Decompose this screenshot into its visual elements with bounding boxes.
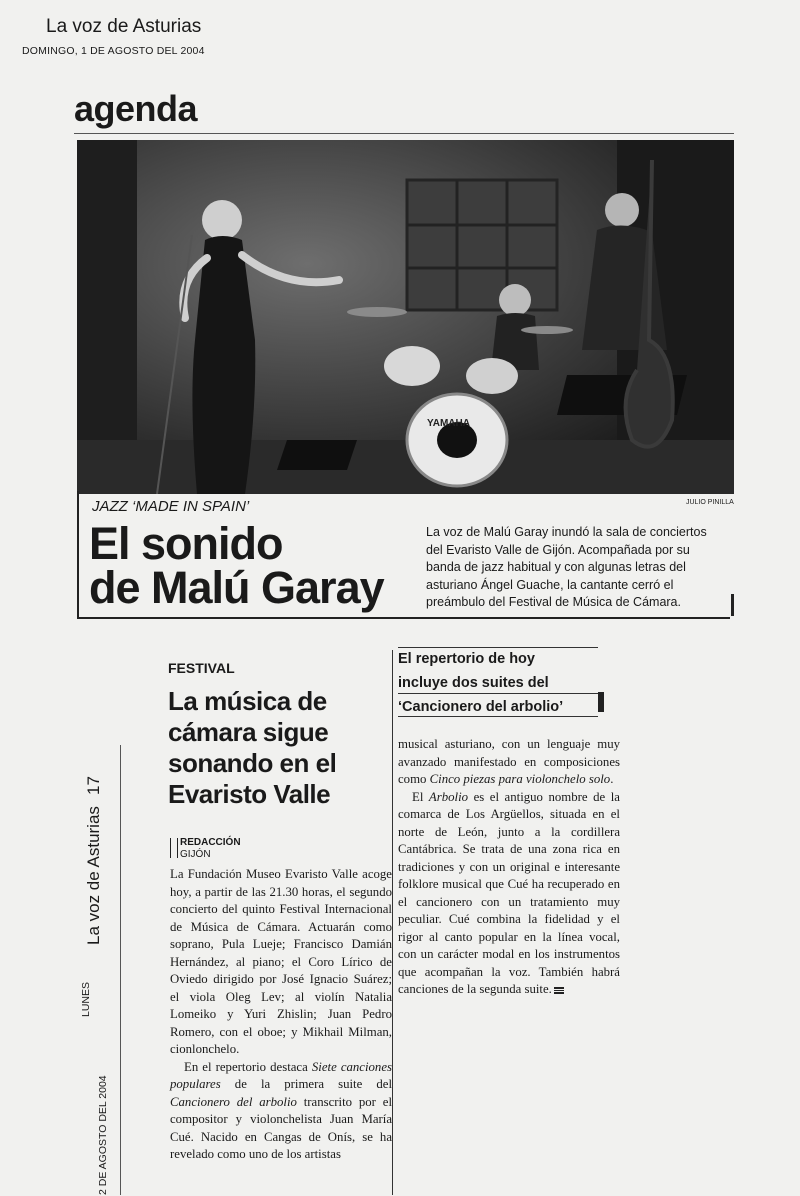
- feature-frame-left: [77, 491, 79, 617]
- masthead: La voz de Asturias: [46, 16, 202, 37]
- pull-quote-line: ‘Cancionero del arbolio’: [398, 699, 564, 715]
- side-day: LUNES: [80, 981, 92, 1017]
- headline-line-2: de Malú Garay: [89, 562, 384, 613]
- title-line: La música de: [168, 686, 327, 716]
- byline: [180, 837, 241, 861]
- pull-quote: [398, 647, 598, 719]
- title-line: cámara sigue: [168, 717, 329, 747]
- caption-line: preámbulo del Festival de Música de Cámara.: [426, 595, 681, 609]
- photo-credit: JULIO PINILLA: [686, 499, 734, 506]
- section-title: agenda: [74, 88, 198, 129]
- feature-frame-bottom: [77, 617, 730, 619]
- pull-quote-line: El repertorio de hoy: [398, 651, 535, 667]
- article-category: FESTIVAL: [168, 660, 235, 676]
- title-line: Evaristo Valle: [168, 779, 331, 809]
- pull-quote-rule: [398, 693, 598, 694]
- drum-brand: YAMAHA: [427, 418, 470, 429]
- paragraph: En el repertorio destaca Siete canciones populares de la primera suite del Cancionero del arbolio transcrito por el compositor y violonchelista Juan María Cué. Nacido en Cangas de Onís, se ha revelado como uno de los artistas: [170, 1059, 393, 1161]
- article-column-1: [170, 866, 392, 1164]
- feature-kicker: JAZZ ‘MADE IN SPAIN’: [92, 498, 250, 515]
- side-page-number: 17: [84, 776, 103, 795]
- article-title: [168, 686, 390, 810]
- caption-line: asturiano Ángel Guache, la cantante cerró el: [426, 577, 674, 592]
- side-paper: La voz de Asturias: [84, 806, 103, 945]
- caption-line: La voz de Malú Garay inundó la sala de conciertos: [426, 525, 707, 539]
- pull-quote-line: incluye dos suites del: [398, 675, 549, 691]
- end-of-article-icon: [554, 987, 564, 994]
- section-rule: [74, 133, 734, 134]
- pull-quote-rule-bottom: [398, 716, 598, 717]
- side-page-label: [78, 745, 118, 1195]
- headline-line-1: El sonido: [89, 518, 283, 569]
- side-rule: [120, 745, 121, 1195]
- dateline: DOMINGO, 1 DE AGOSTO DEL 2004: [22, 45, 205, 57]
- paragraph: La Fundación Museo Evaristo Valle acoge hoy, a partir de las 21.30 horas, el segundo concierto del quinto Festival Internacional de Música de Cámara. Actuarán como soprano, Pula Lueje; Francisco Damián Hernández, al piano; el Coro Lírico de Oviedo dirigido por José Ignacio Suárez; el viola Oleg Lev; al violín Natalia Lomeiko y Yuri Zhislin; Juan Pedro Romero, con el oboe; y Mikhail Milman, cionlonchelo.: [170, 867, 392, 1056]
- feature-end-marker: [731, 594, 734, 616]
- side-date: 2 DE AGOSTO DEL 2004: [97, 1075, 109, 1195]
- caption-line: del Evaristo Valle de Gijón. Acompañada por su: [426, 542, 690, 557]
- column-rule: [392, 650, 393, 1195]
- pull-quote-marker: [598, 692, 604, 712]
- concert-photo: [77, 140, 734, 494]
- byline-marker: [170, 838, 178, 858]
- paragraph: musical asturiano, con un lenguaje muy avanzado manifestado en composiciones como Cinco piezas para violonchelo solo.: [398, 737, 620, 786]
- feature-headline: [89, 518, 384, 613]
- article-column-2: [398, 736, 620, 999]
- paragraph: El Arbolio es el antiguo nombre de la comarca de Los Argüellos, situada en el norte de León, junto a la cordillera Cantábrica. Se trata de una zona rica en tradiciones y con un original e interesante folklore musical que Cué ha recuperado en el cancionero con un tratamiento muy peculiar. Cué combina la fidelidad y el rigor al canto popular en la línea vocal, con un carácter modal en los instrumentos que acompañan la voz. También habrá canciones de la segunda suite.: [398, 789, 620, 996]
- byline-author: REDACCIÓN: [180, 837, 241, 848]
- byline-location: GIJÓN: [180, 849, 211, 860]
- caption-line: banda de jazz habitual y con algunas letras del: [426, 560, 686, 574]
- feature-caption: [426, 524, 726, 612]
- title-line: sonando en el: [168, 748, 337, 778]
